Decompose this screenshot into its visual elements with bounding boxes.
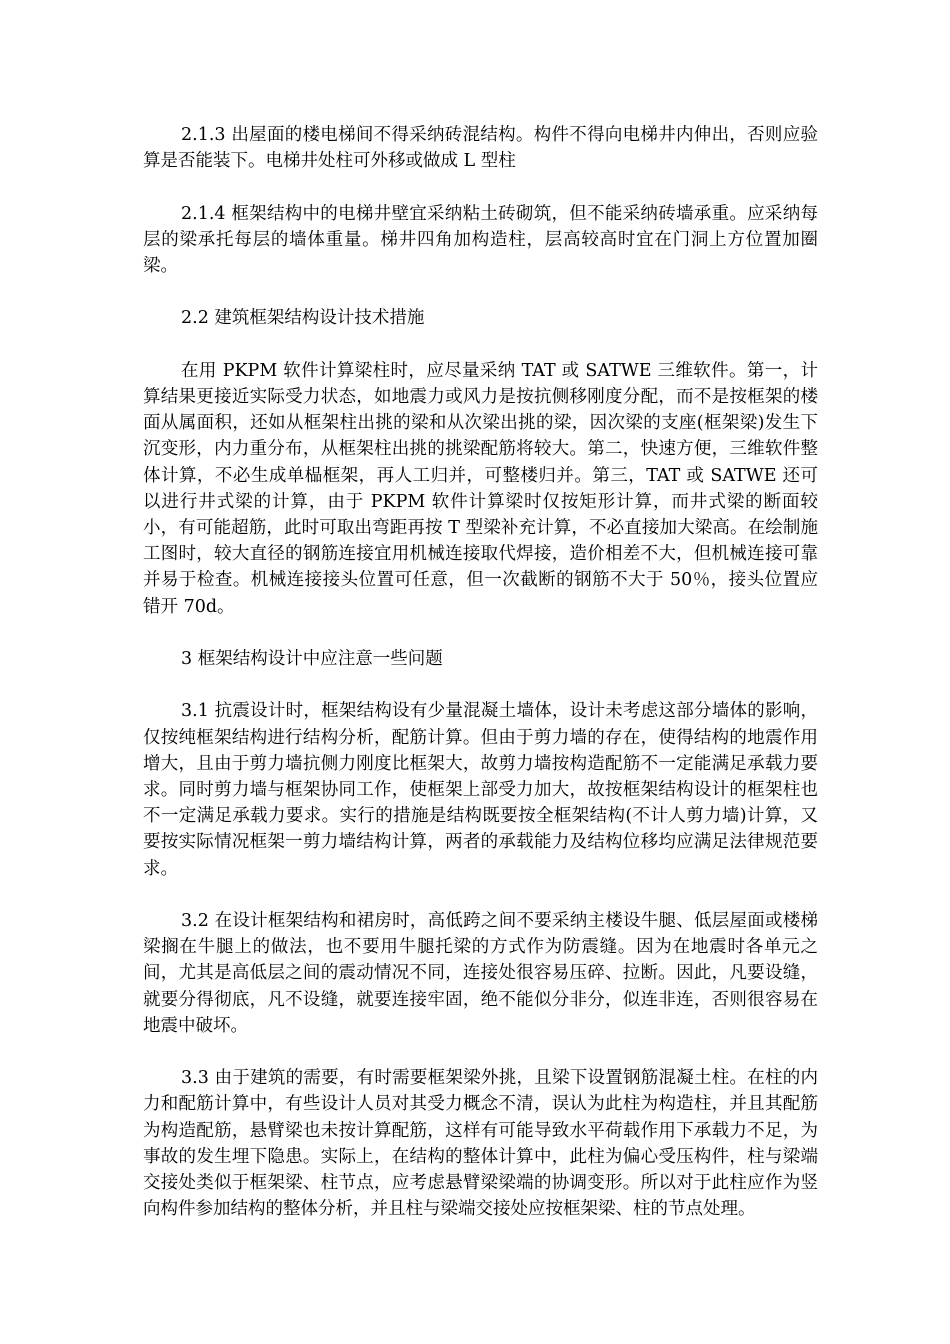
- section-heading-3: 3 框架结构设计中应注意一些问题: [181, 649, 443, 669]
- paragraph-3-3: 3.3 由于建筑的需要，有时需要框架梁外挑，且梁下设置钢筋混凝土柱。在柱的内力和配筋计算中，有些设计人员对其受力概念不清，误认为此柱为构造柱，并且其配筋为构造配筋，悬臂梁也未按计算配筋，这样有可能导致水平荷载作用下承载力不足，为事故的发生埋下隐患。实际上，在结构的整体计算中，此柱为偏心受压构件，柱与梁端交接处类似于框架梁、柱节点，应考虑悬臂梁梁端的协调变形。所以对于此柱应作为竖向构件参加结构的整体分析，并且柱与梁端交接处应按框架梁、柱的节点处理。: [143, 1068, 818, 1220]
- section-heading-2-2: 2.2 建筑框架结构设计技术措施: [181, 308, 425, 329]
- paragraph-3-1: 3.1 抗震设计时，框架结构设有少量混凝土墙体，设计未考虑这部分墙体的影响，仅按纯框架结构进行结构分析，配筋计算。但由于剪力墙的存在，使得结构的地震作用增大，且由于剪力墙抗侧力刚度比框架大，故剪力墙按构造配筋不一定能满足承载力要求。同时剪力墙与框架协同工作，使框架上部受力加大，故按框架结构设计的框架柱也不一定满足承载力要求。实行的措施是结构既要按全框架结构(不计人剪力墙)计算，又要按实际情况框架一剪力墙结构计算，两者的承载能力及结构位移均应满足法律规范要求。: [143, 701, 818, 879]
- paragraph-2-1-4: 2.1.4 框架结构中的电梯井壁宜采纳粘土砖砌筑，但不能采纳砖墙承重。应采纳每层的梁承托每层的墙体重量。梯井四角加构造柱，层高较高时宜在门洞上方位置加圈梁。: [143, 203, 818, 276]
- paragraph-2-1-3: 2.1.3 出屋面的楼电梯间不得采纳砖混结构。构件不得向电梯井内伸出，否则应验算是否能装下。电梯井处柱可外移或做成 L 型柱: [143, 125, 818, 172]
- paragraph-pkpm-software: 在用 PKPM 软件计算梁柱时，应尽量采纳 TAT 或 SATWE 三维软件。第一，计算结果更接近实际受力状态，如地震力或风力是按抗侧移刚度分配，而不是按框架的楼面从属面积，还如从框架柱出挑的梁和从次梁出挑的梁，因次梁的支座(框架梁)发生下沉变形，内力重分布，从框架柱出挑的挑梁配筋将较大。第二，快速方便，三维软件整体计算，不必生成单榀框架，再人工归并，可整楼归并。第三，TAT 或 SATWE 还可以进行井式梁的计算，由于 PKPM 软件计算梁时仅按矩形计算，而井式梁的断面较小，有可能超筋，此时可取出弯距再按 T 型梁补充计算，不必直接加大梁高。在绘制施工图时，较大直径的钢筋连接宜用机械连接取代焊接，造价相差不大，但机械连接可靠并易于检查。机械连接接头位置可任意，但一次截断的钢筋不大于 50％，接头位置应错开 70d。: [143, 360, 818, 617]
- paragraph-3-2: 3.2 在设计框架结构和裙房时，高低跨之间不要采纳主楼设牛腿、低层屋面或楼梯梁搁在牛腿上的做法，也不要用牛腿托梁的方式作为防震缝。因为在地震时各单元之间，尤其是高低层之间的震动情况不同，连接处很容易压碎、拉断。因此，凡要设缝，就要分得彻底，凡不设缝，就要连接牢固，绝不能似分非分，似连非连，否则很容易在地震中破坏。: [143, 911, 818, 1036]
- document-body: [143, 122, 818, 1249]
